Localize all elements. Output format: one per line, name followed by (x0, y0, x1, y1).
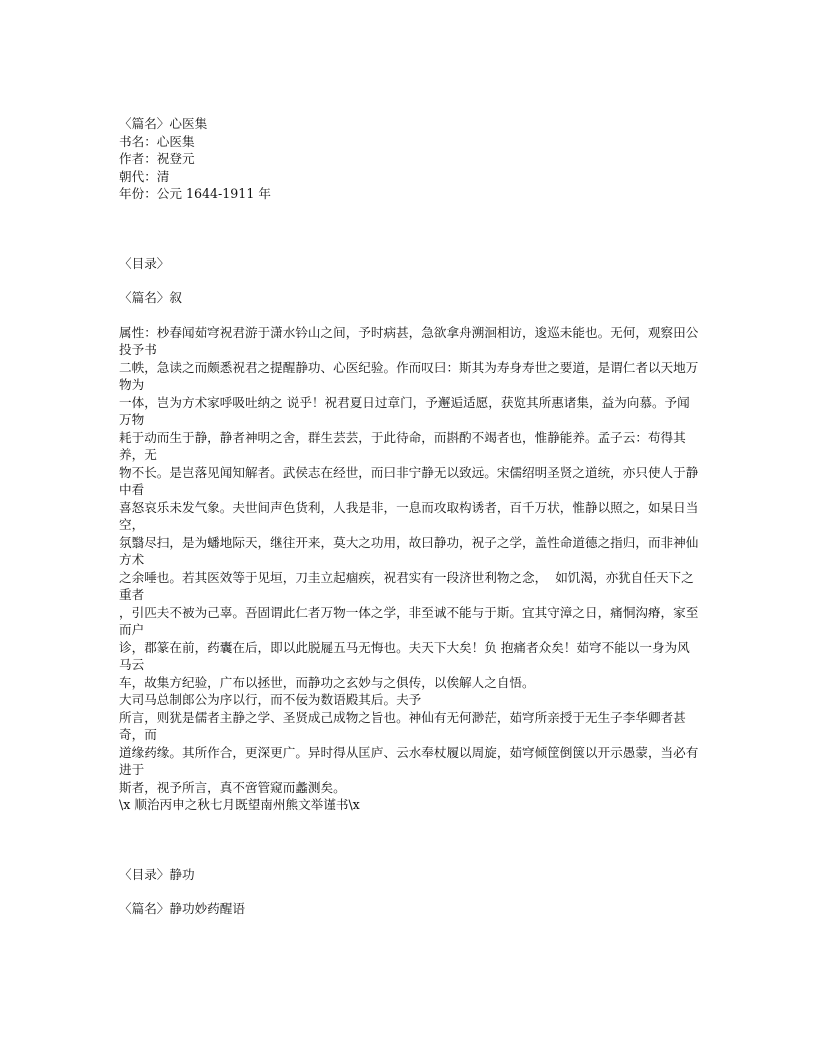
preface-line: 大司马总制郎公为序以行，而不佞为数语殿其后。夫予 (119, 692, 422, 707)
chapter-heading-jinggong: 〈篇名〉静功妙药醒语 (119, 901, 245, 916)
preface-line: 物不长。是岂落见闻知解者。武侯志在经世，而曰非宁静无以致远。宋儒绍明圣贤之道统，亦只使人于静中看 (119, 464, 699, 497)
spacer (119, 883, 699, 900)
document-page (119, 115, 699, 918)
preface-line: 氛翳尽扫，是为蟠地际天，继往开来，莫大之功用，故曰静功，祝子之学，盖性命道德之指归，而非神仙方术 (119, 534, 699, 567)
chapter-heading-preface: 〈篇名〉叙 (119, 290, 182, 305)
preface-line: 一体，岂为方术家呼吸吐纳之 说乎！祝君夏日过章门，予邂逅适愿，获览其所惠诸集，益为向慕。予闻万物 (119, 394, 690, 427)
preface-line: 之余唾也。若其医效等于见垣，刀圭立起痼疾，祝君实有一段济世利物之念， 如饥渴，亦犹自任天下之重者 (119, 569, 694, 602)
preface-signature: \x 顺治丙申之秋七月既望南州熊文举谨书\x (119, 797, 360, 812)
preface-line: 耗于动而生于静，静者神明之舍，群生芸芸，于此待命，而斟酌不竭者也，惟静能养。孟子云：苟得其养，无 (119, 429, 686, 462)
preface-line: ，引匹夫不被为己辜。吾固谓此仁者万物一体之学，非至诚不能与于斯。宜其守漳之日，痛恫沟瘠，家至而户 (119, 604, 699, 637)
spacer (119, 814, 699, 866)
spacer (119, 203, 699, 255)
preface-line: 斯者，视予所言，真不啻管窥而蠡测矣。 (119, 779, 346, 795)
author: 作者：祝登元 (119, 151, 195, 166)
book-name: 书名：心医集 (119, 133, 195, 149)
toc-heading-jinggong: 〈目录〉静功 (119, 866, 195, 882)
preface-line: 喜怒哀乐未发气象。夫世间声色货利，人我是非，一息而攻取构诱者，百千万状，惟静以照之，如杲日当空， (119, 499, 699, 532)
preface-line: 车，故集方纪验，广布以拯世，而静功之玄妙与之俱传，以俟解人之自悟。 (119, 674, 535, 690)
dynasty: 朝代：清 (119, 168, 170, 184)
preface-line: 二帙，急读之而颇悉祝君之提醒静功、心医纪验。作而叹曰：斯其为寿身寿世之要道，是谓仁者以天地万物为 (119, 359, 699, 392)
toc-heading: 〈目录〉 (119, 255, 170, 271)
spacer (119, 272, 699, 289)
preface-line: 诊，郡篆在前，药囊在后，即以此脱屣五马无悔也。夫天下大矣！负 抱痛者众矣！茹穹不能以一身为风马云 (119, 639, 690, 672)
year: 年份：公元 1644-1911 年 (119, 186, 271, 201)
spacer (119, 307, 699, 324)
preface-body (119, 324, 699, 814)
preface-line: 道缘药缘。其所作合，更深更广。异时得从匡庐、云水奉杖履以周旋，茹穹倾筐倒箧以开示愚蒙，当必有进于 (119, 744, 699, 777)
preface-line: 所言，则犹是儒者主静之学、圣贤成己成物之旨也。神仙有无何渺茫，茹穹所亲授于无生子李华卿者甚奇，而 (119, 709, 686, 742)
preface-line: 属性：杪春闻茹穹祝君游于潇水钤山之间，予时病甚，急欲拿舟溯洄相访，逡巡未能也。无何，观察田公投予书 (119, 324, 699, 357)
book-metadata (119, 115, 699, 203)
chapter-title: 〈篇名〉心医集 (119, 116, 208, 131)
